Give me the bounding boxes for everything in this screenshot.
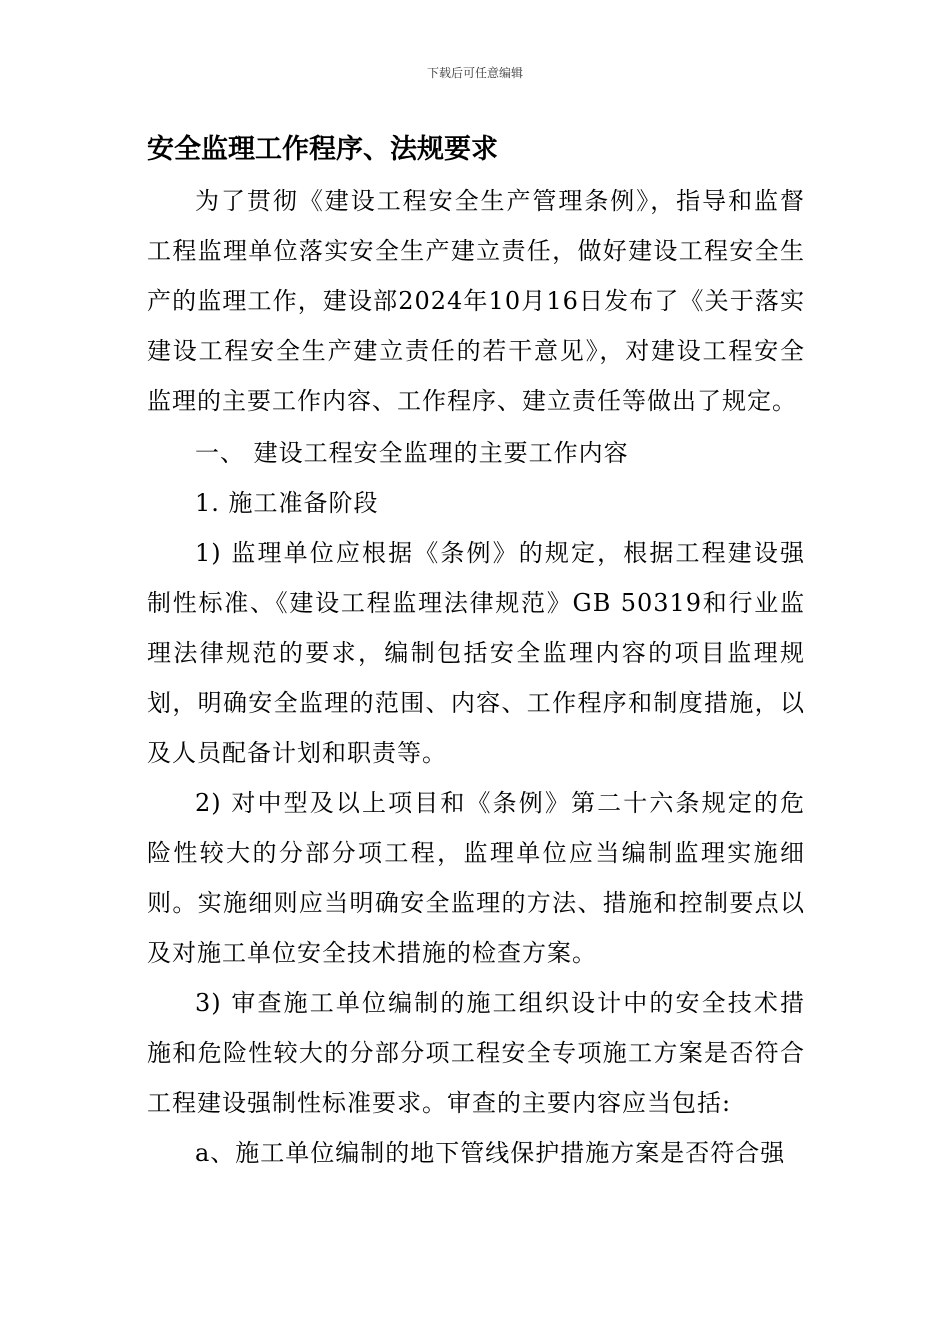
subsection-heading-1: 1. 施工准备阶段 xyxy=(195,489,379,517)
document-body xyxy=(147,176,805,1178)
item-paragraph-2: 2) 对中型及以上项目和《条例》第二十六条规定的危险性较大的分部分项工程，监理单位应当编制监理实施细则。实施细则应当明确安全监理的方法、措施和控制要点以及对施工单位安全技术措施的检查方案。 xyxy=(147,789,805,967)
section-heading-1: 一、 建设工程安全监理的主要工作内容 xyxy=(195,439,629,467)
item-paragraph-3: 3) 审查施工单位编制的施工组织设计中的安全技术措施和危险性较大的分部分项工程安全专项施工方案是否符合工程建设强制性标准要求。审查的主要内容应当包括: xyxy=(147,989,805,1117)
download-note: 下载后可任意编辑 xyxy=(426,66,523,80)
item-paragraph-1: 1) 监理单位应根据《条例》的规定，根据工程建设强制性标准、《建设工程监理法律规范》GB 50319和行业监理法律规范的要求，编制包括安全监理内容的项目监理规划，明确安全监理的范围、内容、工作程序和制度措施，以及人员配备计划和职责等。 xyxy=(147,539,805,767)
intro-paragraph: 为了贯彻《建设工程安全生产管理条例》，指导和监督工程监理单位落实安全生产建立责任，做好建设工程安全生产的监理工作，建设部2024年10月16日发布了《关于落实建设工程安全生产建立责任的若干意见》，对建设工程安全监理的主要工作内容、工作程序、建立责任等做出了规定。 xyxy=(147,187,805,415)
item-paragraph-a: a、施工单位编制的地下管线保护措施方案是否符合强 xyxy=(195,1139,786,1167)
document-title: 安全监理工作程序、法规要求 xyxy=(147,134,498,165)
